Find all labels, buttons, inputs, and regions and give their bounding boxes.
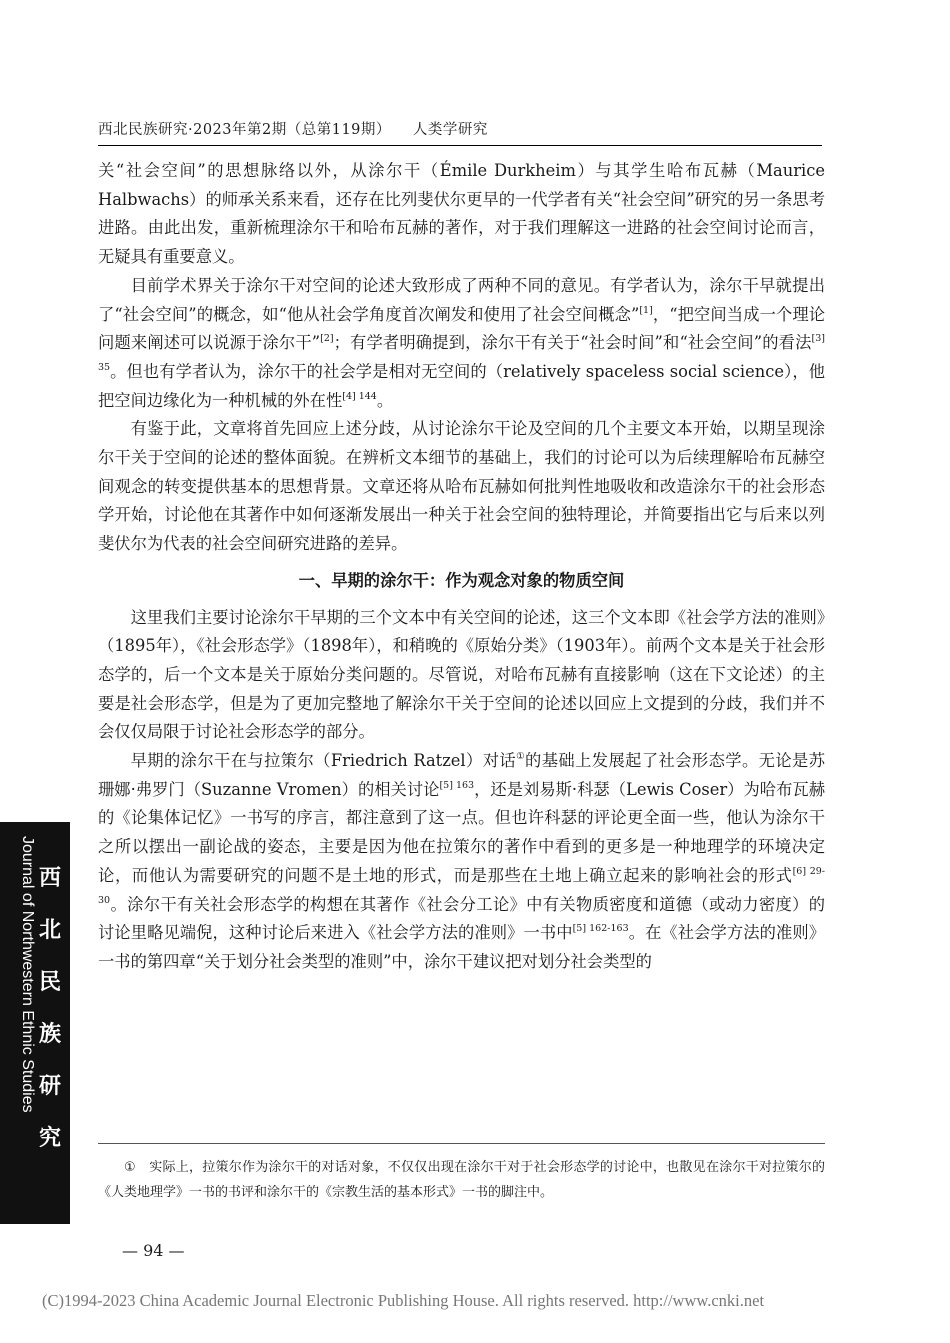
- citation: [5] 162-163: [572, 923, 629, 935]
- citation: [6] 29-30: [98, 865, 825, 906]
- header-rule: [98, 145, 822, 146]
- paragraph-4: 这里我们主要讨论涂尔干早期的三个文本中有关空间的论述，这三个文本即《社会学方法的准则》（1895年），《社会形态学》（1898年），和稍晚的《原始分类》（1903年）。前两个文本是关于社会形态学的，后一个文本是关于原始分类问题的。尽管说，对哈布瓦赫有直接影响（这在下文论述）的主要是社会形态学，但是为了更加完整地了解涂尔干关于空间的论述以回应上文提到的分歧，我们并不会仅仅局限于讨论社会形态学的部分。: [98, 607, 825, 742]
- logo-char: 北: [38, 917, 61, 943]
- section-title: 一、早期的涂尔干：作为观念对象的物质空间: [298, 570, 625, 590]
- running-header: [98, 118, 488, 139]
- citation: [4] 144: [342, 390, 377, 402]
- citation: [5] 163: [439, 779, 475, 791]
- paragraph-1: 关“社会空间”的思想脉络以外，从涂尔干（Émile Durkheim）与其学生哈布瓦赫（Maurice Halbwachs）的师承关系来看，还存在比列斐伏尔更早的一代学者有关“社会空间”研究的另一条思考进路。由此出发，重新梳理涂尔干和哈布瓦赫的著作，对于我们理解这一进路的社会空间讨论而言，无疑具有重要意义。: [98, 161, 825, 267]
- paragraph-2: 目前学术界关于涂尔干对空间的论述大致形成了两种不同的意见。有学者认为，涂尔干早就提出了“社会空间”的概念，如“他从社会学角度首次阐发和使用了社会空间概念”[1]，“把空间当成一个理论问题来阐述可以说源于涂尔干”[2]；有学者明确提到，涂尔干有关于“社会时间”和“社会空间”的看法$^{[3] 35}$。但也有学者认为，涂尔干的社会学是相对无空间的（relatively spaceless social science），他把空间边缘化为一种机械的外在性$^{[4] 144}$。: [98, 275, 825, 410]
- footnote-rule: [98, 1143, 825, 1144]
- citation: [1]: [639, 304, 653, 316]
- logo-char: 族: [38, 1021, 61, 1047]
- page-number: — 94 —: [122, 1241, 185, 1260]
- footnote-ref[interactable]: ①: [516, 751, 526, 763]
- logo-char: 西: [38, 865, 61, 891]
- journal-sidebar: [0, 822, 70, 1224]
- footnote: [98, 1155, 825, 1205]
- logo-char: 究: [38, 1125, 61, 1151]
- paragraph-3: 有鉴于此，文章将首先回应上述分歧，从讨论涂尔干论及空间的几个主要文本开始，以期呈现涂尔干关于空间的论述的整体面貌。在辨析文本细节的基础上，我们的讨论可以为后续理解哈布瓦赫空间观念的转变提供基本的思想背景。文章还将从哈布瓦赫如何批判性地吸收和改造涂尔干的社会形态学开始，讨论他在其著作中如何逐渐发展出一种关于社会空间的独特理论，并简要指出它与后来以列斐伏尔为代表的社会空间研究进路的差异。: [98, 419, 825, 554]
- logo-char: 研: [38, 1073, 61, 1099]
- logo-char: 民: [38, 969, 61, 995]
- section-name: 人类学研究: [412, 122, 488, 138]
- article-body: [98, 157, 825, 977]
- journal-english-name: Journal of Northwestern Ethnic Studies: [19, 836, 36, 1113]
- citation: [2]: [320, 333, 334, 345]
- journal-logo: [36, 852, 64, 1164]
- footnote-text: 实际上，拉策尔作为涂尔干的对话对象，不仅仅出现在涂尔干对于社会形态学的讨论中，也散见在涂尔干对拉策尔的《人类地理学》一书的书评和涂尔干的《宗教生活的基本形式》一书的脚注中。: [98, 1160, 825, 1200]
- journal-issue: 西北民族研究·2023年第2期（总第119期）: [98, 122, 391, 138]
- citation: [3] 35: [98, 333, 825, 373]
- paragraph-5: 早期的涂尔干在与拉策尔（Friedrich Ratzel）对话①的基础上发展起了社会形态学。无论是苏珊娜·弗罗门（Suzanne Vromen）的相关讨论$^{[5] 163}$，还是刘易斯·科瑟（Lewis Coser）为哈布瓦赫的《论集体记忆》一书写的序言，都注意到了这一点。但也许科瑟的评论更全面一些，他认为涂尔干之所以摆出一副论战的姿态，主要是因为他在拉策尔的著作中看到的更多是一种地理学的环境决定论，而他认为需要研究的问题不是土地的形式，而是那些在土地上确立起来的影响社会的形式$^{[6] 29-30}$。涂尔干有关社会形态学的构想在其著作《社会分工论》中有关物质密度和道德（或动力密度）的讨论里略见端倪，这种讨论后来进入《社会学方法的准则》一书中$^{[5] 162-163}$。在《社会学方法的准则》一书的第四章“关于划分社会类型的准则”中，涂尔干建议把对划分社会类型的: [98, 751, 825, 971]
- copyright-line: (C)1994-2023 China Academic Journal Electronic Publishing House. All rights reserved. http://www.cnki.net: [42, 1291, 765, 1310]
- footnote-mark: ①: [124, 1160, 136, 1175]
